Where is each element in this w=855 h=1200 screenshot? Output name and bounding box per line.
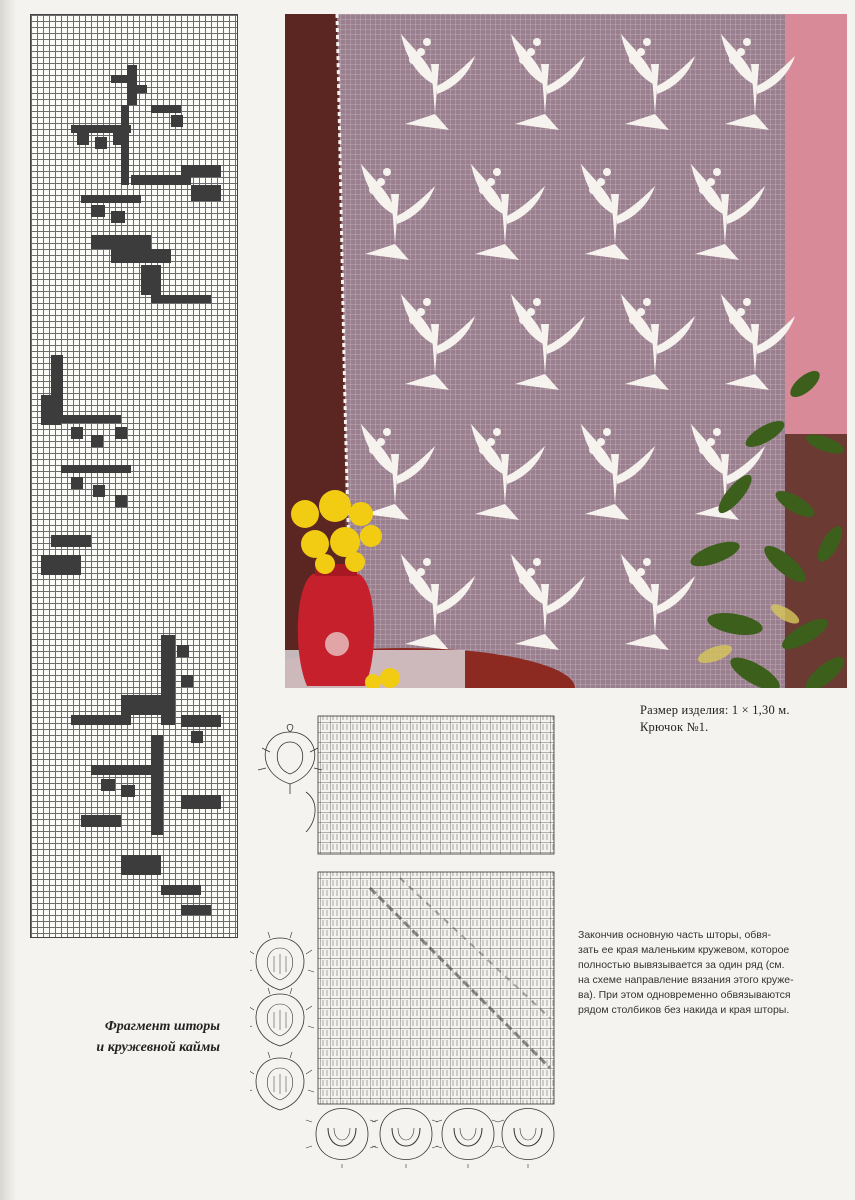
curtain-illustration [285, 14, 847, 688]
size-spec: Размер изделия: 1 × 1,30 м. [640, 703, 790, 717]
product-specs [640, 702, 790, 736]
instruction-line: зать ее края маленьким кружевом, которое [578, 944, 790, 956]
figure-caption [30, 1016, 220, 1058]
instruction-line: ва). При этом одновременно обвязываются [578, 989, 791, 1001]
edging-instructions [578, 928, 840, 1018]
curtain-photo [285, 14, 847, 688]
filet-chart [30, 14, 238, 938]
lace-edging-diagram-corner [250, 868, 555, 1168]
instruction-line: полностью вывязывается за один ряд (см. [578, 959, 785, 971]
caption-line: и кружевной каймы [96, 1040, 220, 1055]
instruction-line: рядом столбиков без накида и края шторы. [578, 1004, 790, 1016]
lace-edging-diagram-top [250, 712, 555, 858]
lily-of-the-valley-chart-motifs [31, 15, 237, 937]
hook-spec: Крючок №1. [640, 720, 709, 734]
red-vase [298, 564, 374, 686]
caption-line: Фрагмент шторы [104, 1019, 220, 1034]
instruction-line: Закончив основную часть шторы, обвя- [578, 929, 771, 941]
instruction-line: на схеме направление вязания этого круже- [578, 974, 794, 986]
page-spine [0, 0, 16, 1200]
